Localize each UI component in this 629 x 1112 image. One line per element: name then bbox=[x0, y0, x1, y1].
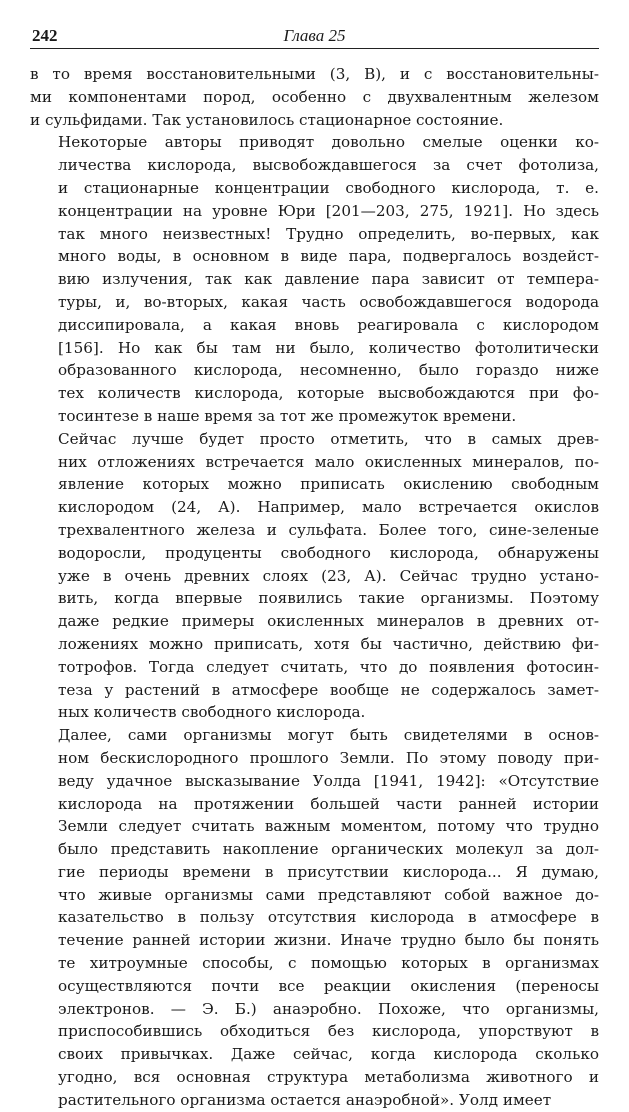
text-line: Сейчас лучше будет просто отметить, что в самых древ- bbox=[58, 429, 599, 448]
text-line: [156]. Но как бы там ни было, количество фотолитически bbox=[58, 338, 599, 357]
text-line: что живые организмы сами представляют собой важное до- bbox=[58, 885, 599, 904]
text-line: электронов. — Э. Б.) анаэробно. Похоже, что организмы, bbox=[58, 999, 599, 1018]
text-line: туры, и, во-вторых, какая часть освобождавшегося водорода bbox=[58, 292, 599, 311]
text-line: много воды, в основном в виде пара, подвергалось воздейст- bbox=[58, 247, 599, 266]
text-line: трехвалентного железа и сульфата. Более того, сине-зеленые bbox=[58, 520, 599, 539]
text-line: кислорода на протяжении большей части ранней истории bbox=[58, 794, 599, 813]
text-line: Некоторые авторы приводят довольно смелые оценки ко- bbox=[58, 133, 599, 152]
text-line: веду удачное высказывание Уолда [1941, 1942]: «Отсутствие bbox=[58, 771, 599, 790]
text-line: водоросли, продуценты свободного кислорода, обнаружены bbox=[58, 543, 599, 562]
text-line: вить, когда впервые появились такие организмы. Поэтому bbox=[58, 589, 599, 608]
text-line: тотрофов. Тогда следует считать, что до появления фотосин- bbox=[58, 657, 599, 676]
text-line: гие периоды времени в присутствии кислорода... Я думаю, bbox=[58, 862, 599, 881]
text-line: ложениях можно приписать, хотя бы частично, действию фи- bbox=[58, 634, 599, 653]
text-line: было представить накопление органических молекул за дол- bbox=[58, 840, 599, 859]
text-line: уже в очень древних слоях (23, А). Сейчас трудно устано- bbox=[58, 566, 599, 585]
text-line: угодно, вся основная структура метаболизма животного и bbox=[58, 1068, 599, 1087]
text-line: и стационарные концентрации свободного кислорода, т. е. bbox=[58, 178, 599, 197]
header-rule bbox=[30, 48, 599, 49]
body-text bbox=[30, 63, 599, 1112]
text-line: течение ранней истории жизни. Иначе трудно было бы понять bbox=[58, 931, 599, 950]
paragraph bbox=[30, 724, 599, 1112]
text-line: казательство в пользу отсутствия кислорода в атмосфере в bbox=[58, 908, 599, 927]
paragraph bbox=[30, 131, 599, 427]
text-line: явление которых можно приписать окислению свободным bbox=[58, 475, 599, 494]
text-line: образованного кислорода, несомненно, было гораздо ниже bbox=[58, 361, 599, 380]
text-line: и сульфидами. Так установилось стационарное состояние. bbox=[30, 110, 504, 129]
book-page bbox=[30, 22, 599, 1112]
text-line: своих привычках. Даже сейчас, когда кислорода сколько bbox=[58, 1045, 599, 1064]
text-line: ных количеств свободного кислорода. bbox=[58, 703, 366, 722]
text-line: те хитроумные способы, с помощью которых в организмах bbox=[58, 954, 599, 973]
page-number: 242 bbox=[32, 26, 58, 45]
text-line: приспособившись обходиться без кислорода, упорствуют в bbox=[58, 1022, 599, 1041]
running-title: Глава 25 bbox=[283, 26, 346, 45]
page-header bbox=[30, 22, 599, 46]
text-line: Далее, сами организмы могут быть свидетелями в основ- bbox=[58, 726, 599, 745]
text-line: кислородом (24, А). Например, мало встречается окислов bbox=[58, 498, 599, 517]
text-line: тосинтезе в наше время за тот же промежуток времени. bbox=[58, 406, 517, 425]
text-line: вию излучения, так как давление пара зависит от темпера- bbox=[58, 270, 599, 289]
text-line: ном бескислородного прошлого Земли. По этому поводу при- bbox=[58, 748, 599, 767]
text-line: личества кислорода, высвобождавшегося за счет фотолиза, bbox=[58, 156, 599, 175]
text-line: Земли следует считать важным моментом, потому что трудно bbox=[58, 817, 599, 836]
text-line: них отложениях встречается мало окисленных минералов, по- bbox=[58, 452, 599, 471]
text-line: осуществляются почти все реакции окисления (переносы bbox=[58, 976, 599, 995]
text-line: тех количеств кислорода, которые высвобождаются при фо- bbox=[58, 384, 599, 403]
text-line: растительного организма остается анаэробной». Уолд имеет bbox=[58, 1090, 552, 1109]
text-line: теза у растений в атмосфере вообще не содержалось замет- bbox=[58, 680, 599, 699]
text-line: даже редкие примеры окисленных минералов в древних от- bbox=[58, 612, 599, 631]
text-line: ми компонентами пород, особенно с двухвалентным железом bbox=[30, 87, 599, 106]
text-line: так много неизвестных! Трудно определить, во-первых, как bbox=[58, 224, 599, 243]
text-line: диссипировала, а какая вновь реагировала с кислородом bbox=[58, 315, 599, 334]
paragraph bbox=[30, 428, 599, 724]
paragraph bbox=[30, 63, 599, 131]
text-line: в то время восстановительными (3, В), и с восстановительны- bbox=[30, 65, 599, 83]
text-line: концентрации на уровне Юри [201—203, 275, 1921]. Но здесь bbox=[58, 201, 599, 220]
